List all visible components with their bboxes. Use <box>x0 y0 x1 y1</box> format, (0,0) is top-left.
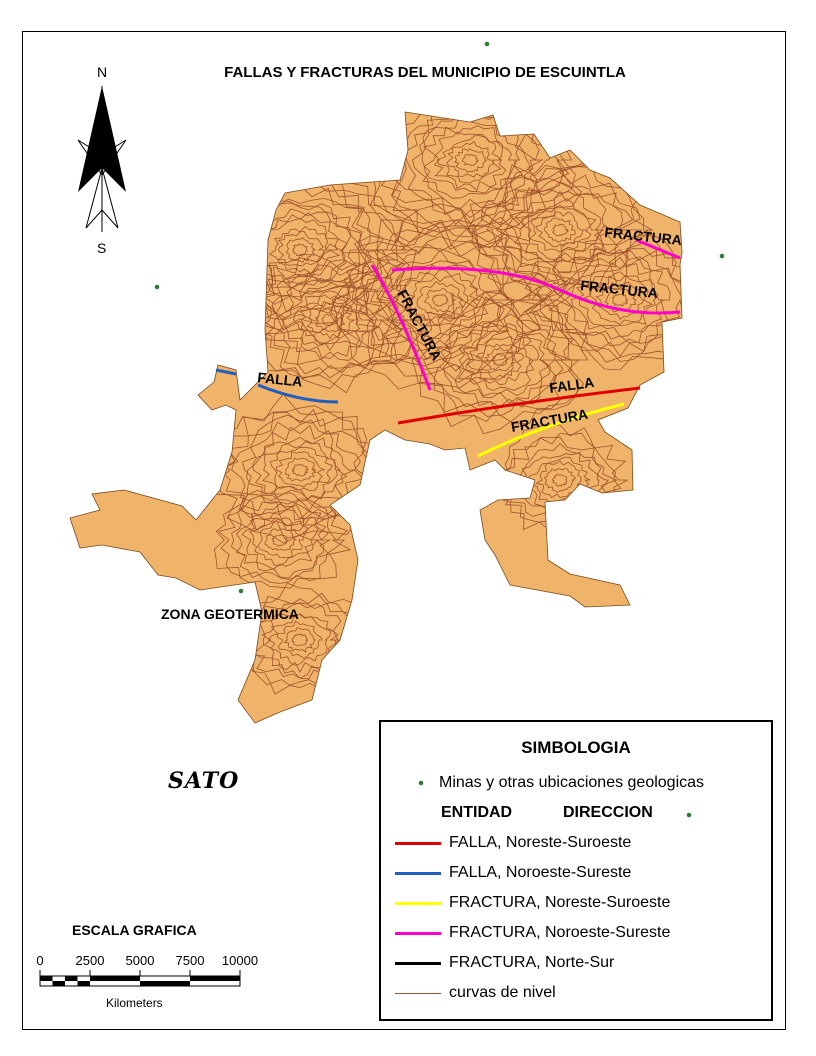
label-falla-red: FALLA <box>548 373 596 396</box>
legend-col-direction: DIRECCION <box>563 804 653 821</box>
label-fractura-vertical: FRACTURA <box>394 286 445 364</box>
legend-item-sites <box>415 772 704 794</box>
legend-title: SIMBOLOGIA <box>521 738 631 757</box>
scale-tick: 5000 <box>125 953 155 968</box>
label-fractura-yellow: FRACTURA <box>509 405 590 435</box>
north-arrow-icon <box>78 86 126 232</box>
legend-item <box>395 832 631 854</box>
map-title: FALLAS Y FRACTURAS DEL MUNICIPIO DE ESCUINTLA <box>224 64 626 81</box>
scale-tick: 7500 <box>175 953 205 968</box>
legend-item-label: FALLA, Noroeste-Sureste <box>449 864 632 881</box>
geothermal-zone-label: ZONA GEOTERMICA <box>161 606 299 622</box>
signature: SATO <box>168 768 240 794</box>
legend-item <box>395 982 556 1004</box>
legend-item <box>395 952 614 974</box>
scale-tick: 0 <box>36 953 44 968</box>
site-marker-icon <box>415 777 427 789</box>
legend-item-label: FALLA, Noreste-Suroeste <box>449 834 632 851</box>
scale-tick: 10000 <box>221 953 259 968</box>
legend-item-label: curvas de nivel <box>449 984 556 1001</box>
site-marker <box>719 253 724 258</box>
legend-swatch <box>395 842 441 845</box>
legend-item-label: FRACTURA, Norte-Sur <box>449 954 615 971</box>
scale-title: ESCALA GRAFICA <box>72 922 197 938</box>
municipality-area <box>70 112 682 723</box>
legend-item-label: FRACTURA, Noreste-Suroeste <box>449 894 671 911</box>
legend-item-label: FRACTURA, Noroeste-Sureste <box>449 924 671 941</box>
legend-swatch <box>395 962 441 965</box>
scale-tick: 2500 <box>75 953 105 968</box>
legend-item <box>395 892 670 914</box>
label-fractura-top: FRACTURA <box>603 224 683 249</box>
site-marker-icon <box>684 810 694 820</box>
compass-south-label: S <box>97 240 107 256</box>
label-falla-blue: FALLA <box>256 369 304 390</box>
legend-item <box>395 922 670 944</box>
legend-col-entity: ENTIDAD <box>441 804 513 821</box>
legend-swatch <box>395 902 441 905</box>
site-marker <box>154 284 159 289</box>
site-marker <box>484 41 489 46</box>
legend-item <box>395 862 631 884</box>
label-fractura-mid: FRACTURA <box>579 277 659 302</box>
legend-swatch <box>395 872 441 875</box>
scale-bar <box>40 970 240 986</box>
legend-swatch <box>395 993 441 994</box>
legend-swatch <box>395 932 441 935</box>
site-marker <box>238 588 243 593</box>
legend-sites-label: Minas y otras ubicaciones geologicas <box>439 774 705 791</box>
scale-unit: Kilometers <box>106 996 163 1010</box>
legend <box>379 720 773 1021</box>
compass-north-label: N <box>97 64 108 80</box>
